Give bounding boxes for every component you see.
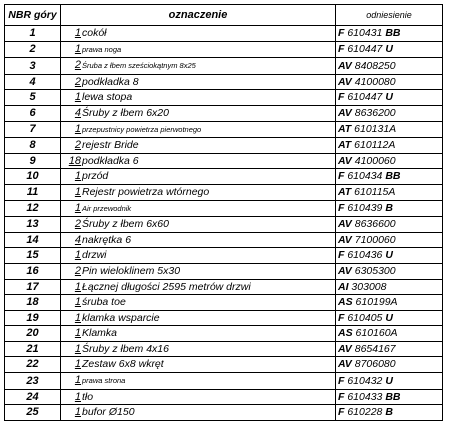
table-row bbox=[5, 184, 443, 200]
row-reference bbox=[336, 169, 443, 185]
row-reference bbox=[336, 105, 443, 121]
parts-table bbox=[4, 4, 443, 421]
reference-prefix: AV bbox=[338, 106, 352, 119]
reference-number: 610199A bbox=[355, 296, 398, 309]
row-quantity: 2 bbox=[74, 75, 81, 88]
row-description bbox=[61, 41, 336, 58]
row-description bbox=[61, 232, 336, 248]
row-number: 22 bbox=[5, 357, 61, 373]
reference-prefix: AV bbox=[338, 342, 352, 355]
row-part-name: Rejestr powietrza wtórnego bbox=[82, 185, 210, 198]
table-row bbox=[5, 58, 443, 75]
reference-number: 610431 bbox=[347, 27, 383, 39]
row-quantity: 1 bbox=[74, 42, 81, 55]
row-quantity: 1 bbox=[74, 27, 81, 39]
row-description bbox=[61, 121, 336, 138]
row-quantity: 1 bbox=[74, 201, 81, 214]
table-row bbox=[5, 279, 443, 295]
row-part-name: przepustnicy powietrza pierwotnego bbox=[82, 124, 202, 134]
reference-prefix: AS bbox=[338, 296, 353, 309]
row-reference bbox=[336, 41, 443, 58]
row-description bbox=[61, 105, 336, 121]
row-reference bbox=[336, 138, 443, 154]
table-row bbox=[5, 153, 443, 169]
reference-number: 610434 bbox=[347, 170, 383, 183]
table-row bbox=[5, 389, 443, 405]
row-description bbox=[61, 184, 336, 200]
row-quantity: 1 bbox=[74, 91, 81, 104]
row-reference bbox=[336, 326, 443, 342]
reference-prefix: AV bbox=[338, 75, 352, 88]
table-row bbox=[5, 41, 443, 58]
row-part-name: Air przewodnik bbox=[82, 203, 132, 213]
reference-number: 610439 bbox=[347, 202, 383, 215]
row-part-name: Śruby z łbem 6x60 bbox=[82, 218, 169, 231]
reference-prefix: AS bbox=[338, 327, 353, 340]
row-quantity: 1 bbox=[74, 374, 81, 387]
row-number: 14 bbox=[5, 232, 61, 248]
row-description bbox=[61, 263, 336, 279]
row-number: 1 bbox=[5, 26, 61, 42]
reference-suffix: BB bbox=[385, 27, 401, 39]
table-row bbox=[5, 405, 443, 421]
row-quantity: 2 bbox=[74, 218, 81, 231]
row-reference bbox=[336, 200, 443, 217]
row-number: 2 bbox=[5, 41, 61, 58]
row-quantity: 1 bbox=[74, 170, 81, 183]
reference-prefix: F bbox=[338, 249, 345, 262]
row-part-name: prawa strona bbox=[82, 376, 126, 386]
row-reference bbox=[336, 153, 443, 169]
row-quantity: 2 bbox=[74, 264, 81, 277]
row-number: 24 bbox=[5, 389, 61, 405]
reference-prefix: AV bbox=[338, 264, 352, 277]
table-row bbox=[5, 232, 443, 248]
row-quantity: 1 bbox=[74, 327, 81, 340]
row-number: 9 bbox=[5, 153, 61, 169]
row-number: 4 bbox=[5, 74, 61, 90]
reference-prefix: F bbox=[338, 390, 345, 403]
reference-prefix: AV bbox=[338, 358, 352, 371]
reference-number: 610433 bbox=[347, 390, 383, 403]
row-description bbox=[61, 389, 336, 405]
row-number: 19 bbox=[5, 310, 61, 326]
row-number: 11 bbox=[5, 184, 61, 200]
row-reference bbox=[336, 232, 443, 248]
row-reference bbox=[336, 295, 443, 311]
row-number: 6 bbox=[5, 105, 61, 121]
reference-number: 610405 bbox=[347, 311, 383, 324]
reference-number: 610432 bbox=[347, 374, 383, 387]
table-row bbox=[5, 217, 443, 233]
parts-table-body bbox=[5, 26, 443, 421]
row-number: 18 bbox=[5, 295, 61, 311]
reference-prefix: AI bbox=[338, 280, 349, 293]
row-reference bbox=[336, 121, 443, 138]
row-number: 21 bbox=[5, 341, 61, 357]
reference-number: 610447 bbox=[347, 91, 383, 104]
reference-suffix: B bbox=[385, 406, 393, 419]
reference-prefix: F bbox=[338, 311, 345, 324]
row-reference bbox=[336, 217, 443, 233]
row-reference bbox=[336, 279, 443, 295]
row-part-name: nakrętka 6 bbox=[82, 233, 132, 246]
reference-number: 8706080 bbox=[354, 358, 396, 371]
row-reference bbox=[336, 310, 443, 326]
row-reference bbox=[336, 405, 443, 421]
row-description bbox=[61, 279, 336, 295]
row-description bbox=[61, 58, 336, 75]
reference-number: 303008 bbox=[351, 280, 387, 293]
row-number: 13 bbox=[5, 217, 61, 233]
reference-prefix: AV bbox=[338, 154, 352, 167]
row-description bbox=[61, 153, 336, 169]
row-part-name: prawa noga bbox=[82, 44, 122, 54]
row-description bbox=[61, 90, 336, 106]
reference-prefix: AV bbox=[338, 233, 352, 246]
reference-number: 610112A bbox=[354, 139, 396, 152]
header-description: oznaczenie bbox=[61, 5, 336, 26]
row-reference bbox=[336, 373, 443, 390]
table-row bbox=[5, 90, 443, 106]
table-row bbox=[5, 26, 443, 42]
row-number: 12 bbox=[5, 200, 61, 217]
table-row bbox=[5, 326, 443, 342]
row-quantity: 1 bbox=[74, 185, 81, 198]
reference-number: 8408250 bbox=[354, 59, 396, 72]
reference-prefix: AV bbox=[338, 59, 352, 72]
row-number: 8 bbox=[5, 138, 61, 154]
reference-suffix: U bbox=[385, 374, 393, 387]
row-reference bbox=[336, 263, 443, 279]
reference-prefix: AT bbox=[338, 185, 352, 198]
reference-suffix: U bbox=[385, 311, 393, 324]
row-part-name: bufor Ø150 bbox=[82, 406, 135, 419]
parts-table-header bbox=[5, 5, 443, 26]
row-part-name: klamka wsparcie bbox=[82, 311, 160, 324]
row-quantity: 4 bbox=[74, 233, 81, 246]
row-part-name: Śruby z łbem 4x16 bbox=[82, 342, 169, 355]
table-row bbox=[5, 310, 443, 326]
reference-prefix: F bbox=[338, 43, 345, 56]
row-quantity: 1 bbox=[74, 342, 81, 355]
row-quantity: 2 bbox=[74, 59, 81, 72]
row-part-name: Łącznej długości 2595 metrów drzwi bbox=[82, 280, 251, 293]
row-description bbox=[61, 373, 336, 390]
row-quantity: 1 bbox=[74, 358, 81, 371]
row-reference bbox=[336, 90, 443, 106]
row-description bbox=[61, 26, 336, 42]
reference-prefix: F bbox=[338, 27, 345, 39]
row-description bbox=[61, 357, 336, 373]
header-reference: odniesienie bbox=[336, 5, 443, 26]
row-part-name: drzwi bbox=[82, 249, 107, 262]
row-description bbox=[61, 310, 336, 326]
row-part-name: tło bbox=[82, 390, 94, 403]
row-description bbox=[61, 341, 336, 357]
row-quantity: 2 bbox=[74, 139, 81, 152]
reference-number: 4100080 bbox=[354, 75, 396, 88]
row-reference bbox=[336, 184, 443, 200]
row-part-name: Zestaw 6x8 wkręt bbox=[82, 358, 164, 371]
row-number: 3 bbox=[5, 58, 61, 75]
row-part-name: lewa stopa bbox=[82, 91, 133, 104]
reference-suffix: BB bbox=[385, 390, 401, 403]
row-number: 25 bbox=[5, 405, 61, 421]
table-row bbox=[5, 263, 443, 279]
reference-number: 610131A bbox=[354, 123, 397, 136]
row-reference bbox=[336, 341, 443, 357]
row-reference bbox=[336, 58, 443, 75]
reference-prefix: F bbox=[338, 170, 345, 183]
table-row bbox=[5, 373, 443, 390]
row-description bbox=[61, 217, 336, 233]
row-quantity: 1 bbox=[74, 249, 81, 262]
reference-number: 7100060 bbox=[354, 233, 396, 246]
row-part-name: podkładka 6 bbox=[82, 154, 139, 167]
row-part-name: Śruba z łbem sześciokątnym 8x25 bbox=[82, 61, 196, 71]
row-number: 16 bbox=[5, 263, 61, 279]
row-quantity: 1 bbox=[74, 311, 81, 324]
row-description bbox=[61, 200, 336, 217]
reference-number: 610447 bbox=[347, 43, 383, 56]
header-row bbox=[5, 5, 443, 26]
row-description bbox=[61, 295, 336, 311]
row-number: 5 bbox=[5, 90, 61, 106]
reference-number: 4100060 bbox=[354, 154, 396, 167]
row-quantity: 1 bbox=[74, 390, 81, 403]
row-description bbox=[61, 326, 336, 342]
reference-prefix: AT bbox=[338, 139, 352, 152]
row-part-name: Pin wieloklinem 5x30 bbox=[82, 264, 181, 277]
row-reference bbox=[336, 389, 443, 405]
row-quantity: 1 bbox=[74, 296, 81, 309]
reference-prefix: F bbox=[338, 406, 345, 419]
row-description bbox=[61, 405, 336, 421]
reference-suffix: U bbox=[385, 91, 393, 104]
reference-suffix: U bbox=[385, 43, 393, 56]
reference-prefix: F bbox=[338, 91, 345, 104]
row-quantity: 18 bbox=[68, 154, 81, 167]
reference-prefix: F bbox=[338, 374, 345, 387]
row-number: 15 bbox=[5, 248, 61, 264]
table-row bbox=[5, 295, 443, 311]
row-quantity: 1 bbox=[74, 122, 81, 135]
row-description bbox=[61, 248, 336, 264]
row-part-name: Śruby z łbem 6x20 bbox=[82, 106, 169, 119]
reference-number: 8654167 bbox=[354, 342, 396, 355]
row-part-name: podkładka 8 bbox=[82, 75, 139, 88]
row-reference bbox=[336, 26, 443, 42]
row-description bbox=[61, 74, 336, 90]
reference-number: 610115A bbox=[354, 185, 396, 198]
row-part-name: Klamka bbox=[82, 327, 118, 340]
row-quantity: 1 bbox=[74, 280, 81, 293]
reference-number: 610436 bbox=[347, 249, 383, 262]
reference-suffix: BB bbox=[385, 170, 401, 183]
row-reference bbox=[336, 248, 443, 264]
row-part-name: cokół bbox=[82, 27, 107, 39]
row-quantity: 4 bbox=[74, 106, 81, 119]
header-nbr: NBR góry bbox=[5, 5, 61, 26]
row-number: 7 bbox=[5, 121, 61, 138]
row-reference bbox=[336, 74, 443, 90]
table-row bbox=[5, 248, 443, 264]
table-row bbox=[5, 357, 443, 373]
row-part-name: rejestr Bride bbox=[82, 139, 139, 152]
row-description bbox=[61, 138, 336, 154]
reference-number: 8636600 bbox=[354, 218, 396, 231]
reference-prefix: AT bbox=[338, 123, 352, 136]
reference-suffix: B bbox=[385, 202, 393, 215]
row-part-name: śruba toe bbox=[82, 296, 126, 309]
row-quantity: 1 bbox=[74, 406, 81, 419]
reference-number: 610228 bbox=[347, 406, 383, 419]
table-row bbox=[5, 138, 443, 154]
reference-prefix: AV bbox=[338, 218, 352, 231]
reference-number: 6305300 bbox=[354, 264, 396, 277]
reference-suffix: U bbox=[385, 249, 393, 262]
table-row bbox=[5, 341, 443, 357]
row-number: 20 bbox=[5, 326, 61, 342]
reference-prefix: F bbox=[338, 202, 345, 215]
row-number: 23 bbox=[5, 373, 61, 390]
row-description bbox=[61, 169, 336, 185]
table-row bbox=[5, 121, 443, 138]
table-row bbox=[5, 105, 443, 121]
row-part-name: przód bbox=[82, 170, 109, 183]
reference-number: 8636200 bbox=[354, 106, 396, 119]
row-number: 10 bbox=[5, 169, 61, 185]
row-number: 17 bbox=[5, 279, 61, 295]
table-row bbox=[5, 200, 443, 217]
table-row bbox=[5, 169, 443, 185]
reference-number: 610160A bbox=[355, 327, 398, 340]
row-reference bbox=[336, 357, 443, 373]
table-row bbox=[5, 74, 443, 90]
